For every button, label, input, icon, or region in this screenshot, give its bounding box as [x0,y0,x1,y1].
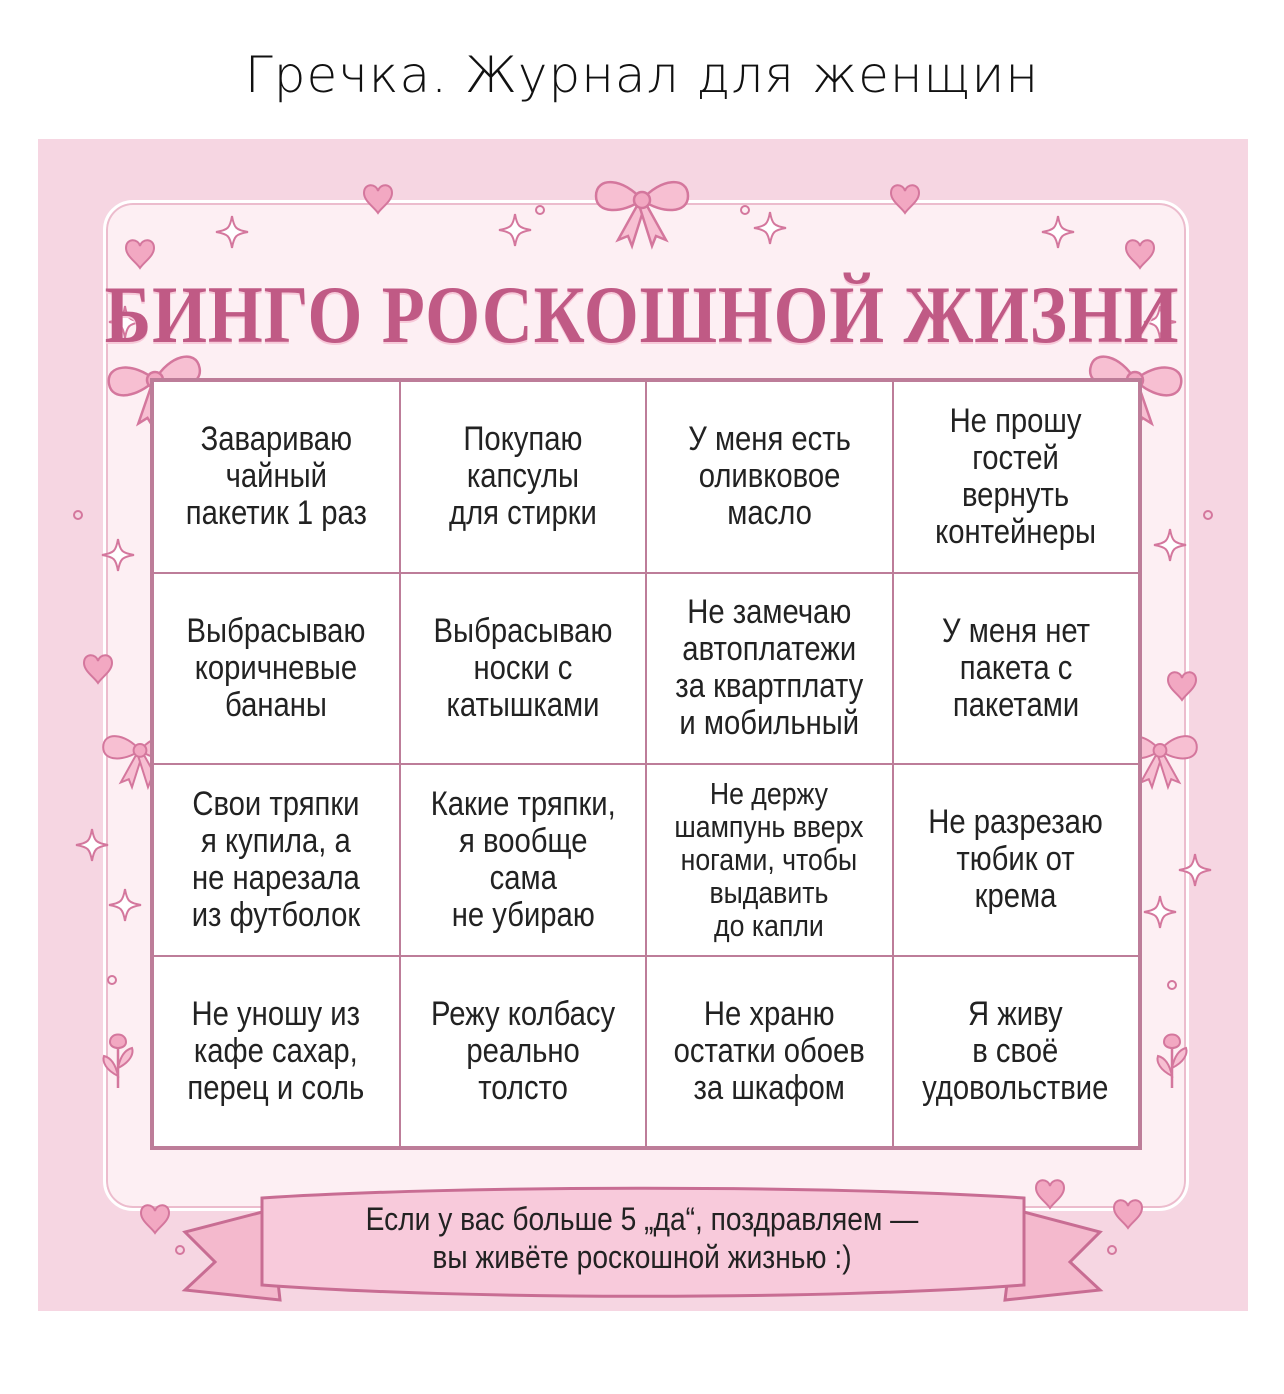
bingo-cell [400,764,647,956]
bingo-cell [893,956,1140,1148]
bingo-cell-text: Не прошу гостей вернуть контейнеры [935,401,1097,551]
bingo-cell [153,764,400,956]
bingo-grid [150,378,1142,1150]
bingo-cell [400,381,647,573]
bingo-cell-text: Не держу шампунь вверх ногами, чтобы выдавить до капли [674,776,864,944]
bingo-cell [153,573,400,765]
banner-text [262,1200,1022,1276]
bingo-cell-text: Покупаю капсулы для стирки [448,420,597,533]
bingo-cell [153,956,400,1148]
bingo-cell-text: Я живу в своё удовольствие [922,994,1109,1107]
bingo-cell-text: Выбрасываю носки с катышками [433,611,613,724]
bingo-cell [893,764,1140,956]
bingo-cell [646,956,893,1148]
bingo-cell-text: Свои тряпки я купила, а не нарезала из футболок [192,784,361,934]
page-header: Гречка. Журнал для женщин [244,46,1040,104]
bingo-cell-text: Не уношу из кафе сахар, перец и соль [187,994,365,1107]
bingo-cell [646,764,893,956]
bingo-cell [400,573,647,765]
bingo-cell-text: Выбрасываю коричневые бананы [186,611,366,724]
bingo-cell-text: Режу колбасу реально толсто [430,994,615,1107]
poster-title: БИНГО РОСКОШНОЙ ЖИЗНИ [104,269,1180,360]
bingo-cell-text: Не храню остатки обоев за шкафом [673,994,865,1107]
bingo-cell [153,381,400,573]
bingo-cell [646,573,893,765]
bingo-cell-text: Какие тряпки, я вообще сама не убираю [430,784,616,934]
bingo-cell-text: Не разрезаю тюбик от крема [928,803,1104,916]
bingo-cell [646,381,893,573]
bingo-cell-text: Завариваю чайный пакетик 1 раз [185,420,367,533]
bingo-cell-text: Не замечаю автоплатежи за квартплату и мобильный [675,593,864,743]
bingo-cell [400,956,647,1148]
bingo-cell [893,573,1140,765]
bingo-cell-text: У меня нет пакета с пакетами [941,611,1090,724]
bingo-cell-text: У меня есть оливковое масло [687,420,851,533]
banner-text-content: Если у вас больше 5 „да“, поздравляем — вы живёте роскошной жизнью :) [365,1201,919,1275]
bingo-cell [893,381,1140,573]
